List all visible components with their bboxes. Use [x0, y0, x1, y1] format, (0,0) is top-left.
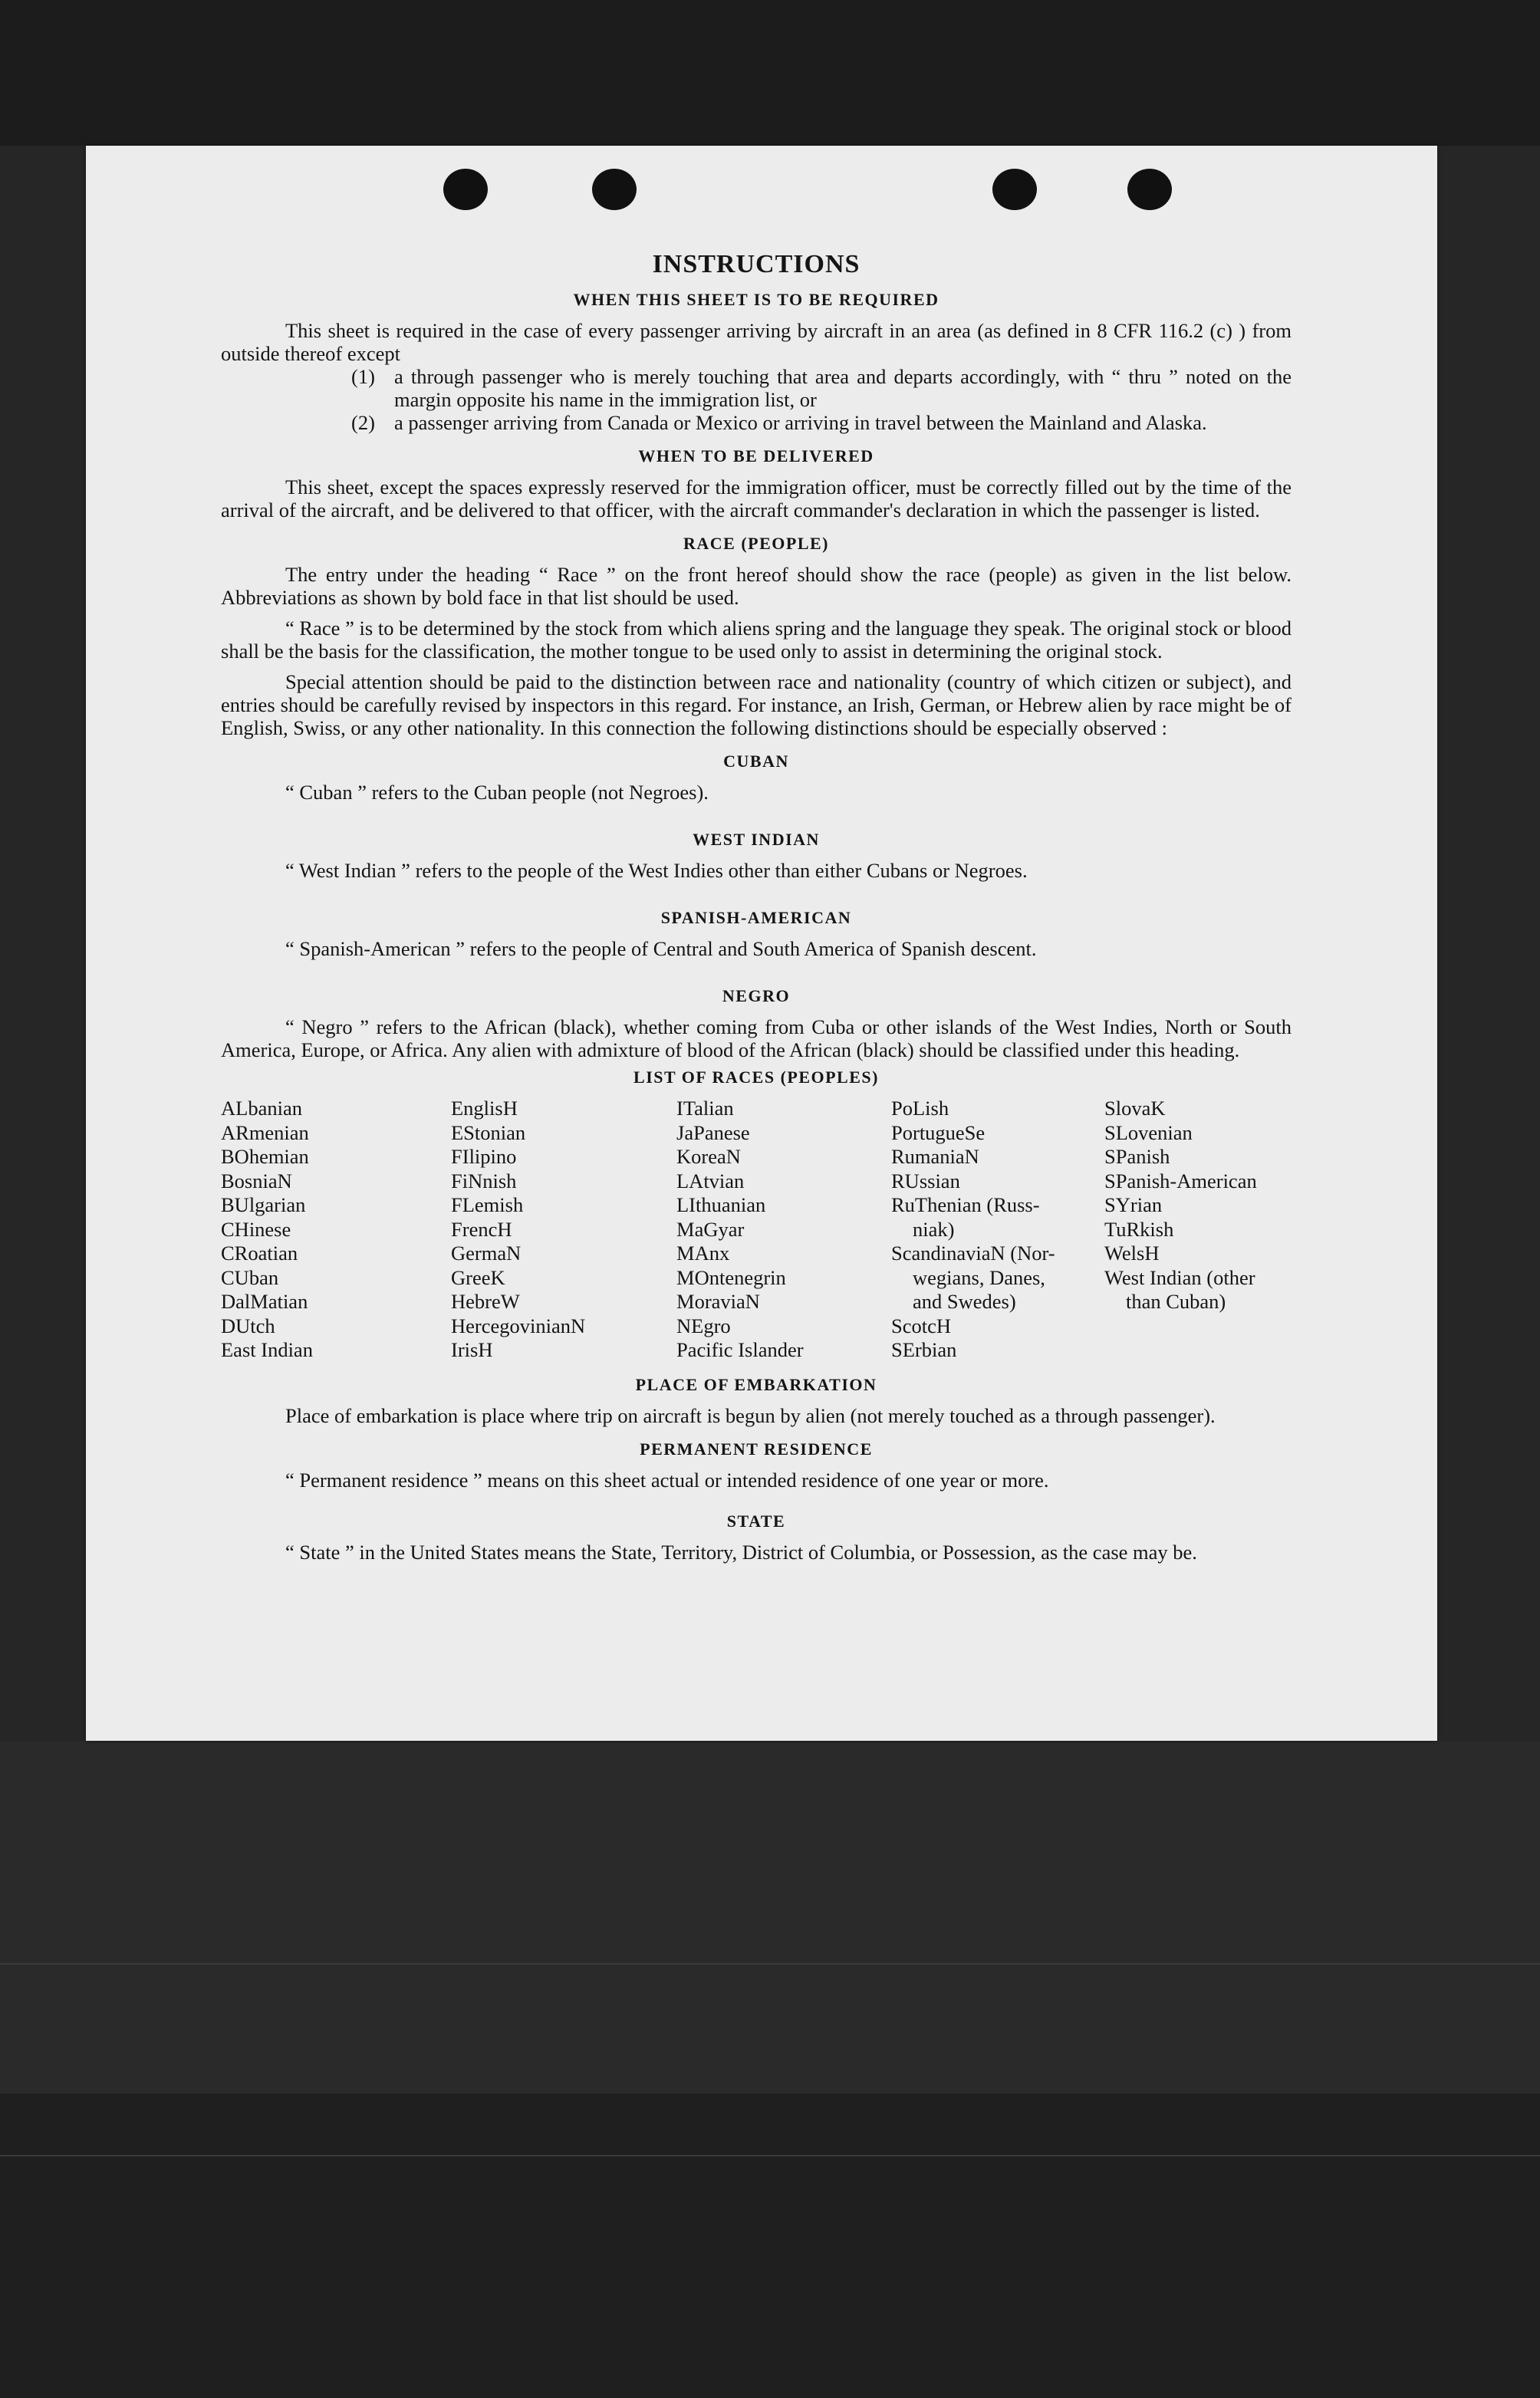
race-entry: HercegovinianN: [451, 1314, 586, 1337]
races-column: [451, 1097, 676, 1363]
exception-number: (1): [351, 365, 375, 388]
race-entry: DUtch: [221, 1314, 275, 1337]
race-entry: West Indian (other: [1104, 1265, 1255, 1289]
race-entry: RUssian: [891, 1169, 960, 1192]
exception-item: [351, 411, 1292, 434]
race-entry: FrencH: [451, 1217, 512, 1241]
race-entry: East Indian: [221, 1338, 313, 1361]
race-entry: LIthuanian: [676, 1193, 766, 1216]
race-entry-continuation: niak): [913, 1217, 955, 1241]
race-entry: RuThenian (Russ-: [891, 1193, 1040, 1216]
cuban-text: “ Cuban ” refers to the Cuban people (not Negroes).: [285, 781, 709, 804]
race-entry: FIlipino: [451, 1145, 517, 1168]
section-heading-cuban: CUBAN: [723, 752, 789, 771]
section-heading-residence: PERMANENT RESIDENCE: [640, 1439, 873, 1459]
page-title: INSTRUCTIONS: [652, 250, 860, 278]
race-entry: BosniaN: [221, 1169, 292, 1192]
race-entry: MoraviaN: [676, 1290, 760, 1313]
delivered-text: This sheet, except the spaces expressly reserved for the immigration officer, must be correctly filled out by the time of the arrival of the aircraft, and be delivered to that officer, with the aircraft commander's declaration in which the passenger is listed.: [221, 475, 1292, 521]
race-entry: TuRkish: [1104, 1217, 1174, 1241]
race-entry: HebreW: [451, 1290, 520, 1313]
race-entry: MaGyar: [676, 1217, 745, 1241]
race-entry: ALbanian: [221, 1097, 302, 1120]
race-entry: FiNnish: [451, 1169, 517, 1192]
race-entry: CUban: [221, 1265, 279, 1289]
section-heading-required: WHEN THIS SHEET IS TO BE REQUIRED: [573, 290, 939, 309]
race-entry: IrisH: [451, 1338, 493, 1361]
race-paragraph: The entry under the heading “ Race ” on the front hereof should show the race (people) as given in the list below. Abbreviations as shown by bold face in that list should be used.: [221, 563, 1292, 609]
section-heading-state: STATE: [726, 1511, 786, 1531]
punch-hole: [1127, 169, 1172, 210]
race-entry: ScandinaviaN (Nor-: [891, 1242, 1055, 1265]
scanner-background-bottom: [0, 2094, 1540, 2398]
punch-hole: [443, 169, 488, 210]
spanish-american-text: “ Spanish-American ” refers to the people of Central and South America of Spanish descent.: [285, 937, 1037, 960]
race-entry: SErbian: [891, 1338, 957, 1361]
negro-text: “ Negro ” refers to the African (black), whether coming from Cuba or other islands of the West Indies, North or South America, Europe, or Africa. Any alien with admixture of blood of the African (black) should be classified under this heading.: [221, 1015, 1292, 1061]
race-entry: BOhemian: [221, 1145, 309, 1168]
section-heading-negro: NEGRO: [722, 986, 791, 1005]
race-entry: BUlgarian: [221, 1193, 306, 1216]
scan-line: [0, 1963, 1540, 1965]
required-intro: This sheet is required in the case of every passenger arriving by aircraft in an area (as defined in 8 CFR 116.2 (c) ) from outside thereof except: [221, 319, 1292, 365]
races-list: [221, 1097, 1292, 1363]
race-entry: GermaN: [451, 1242, 522, 1265]
race-entry: FLemish: [451, 1193, 524, 1216]
race-entry: ITalian: [676, 1097, 734, 1120]
race-entry-continuation: than Cuban): [1126, 1290, 1226, 1313]
race-entry: DalMatian: [221, 1290, 308, 1313]
section-heading-races-list: LIST OF RACES (PEOPLES): [633, 1067, 879, 1087]
races-column: [676, 1097, 891, 1363]
race-entry: SPanish: [1104, 1145, 1170, 1168]
race-entry: SYrian: [1104, 1193, 1163, 1216]
exception-text: a through passenger who is merely touching that area and departs accordingly, with “ thru ” noted on the margin opposite his name in the immigration list, or: [394, 365, 1292, 411]
west-indian-text: “ West Indian ” refers to the people of the West Indies other than either Cubans or Negroes.: [285, 859, 1028, 882]
race-entry: GreeK: [451, 1265, 505, 1289]
exception-number: (2): [351, 411, 375, 434]
race-entry: NEgro: [676, 1314, 731, 1337]
section-heading-race: RACE (PEOPLE): [683, 534, 829, 553]
exception-text: a passenger arriving from Canada or Mexico or arriving in travel between the Mainland and Alaska.: [394, 411, 1207, 434]
race-entry: ScotcH: [891, 1314, 952, 1337]
race-entry: MAnx: [676, 1242, 730, 1265]
residence-text: “ Permanent residence ” means on this sheet actual or intended residence of one year or more.: [285, 1468, 1049, 1492]
punch-hole: [592, 169, 637, 210]
race-entry: SLovenian: [1104, 1120, 1193, 1144]
race-entry: PoLish: [891, 1097, 949, 1120]
race-entry-continuation: and Swedes): [913, 1290, 1016, 1313]
scan-line: [0, 2155, 1540, 2156]
race-entry: EnglisH: [451, 1097, 518, 1120]
race-entry: RumaniaN: [891, 1145, 979, 1168]
race-entry: ARmenian: [221, 1120, 309, 1144]
race-entry-continuation: wegians, Danes,: [913, 1265, 1045, 1289]
race-paragraph: Special attention should be paid to the distinction between race and nationality (country of which citizen or subject), and entries should be carefully revised by inspectors in this regard. For instance, an Irish, German, or Hebrew alien by race might be of English, Swiss, or any other nationality. In this connection the following distinctions should be especially observed :: [221, 670, 1292, 739]
race-entry: LAtvian: [676, 1169, 745, 1192]
document-page: [86, 146, 1437, 1741]
punch-hole: [992, 169, 1037, 210]
exception-item: [351, 365, 1292, 411]
race-entry: KoreaN: [676, 1145, 741, 1168]
section-heading-delivered: WHEN TO BE DELIVERED: [638, 446, 874, 465]
race-entry: SlovaK: [1104, 1097, 1166, 1120]
races-column: [891, 1097, 1104, 1363]
section-heading-west-indian: WEST INDIAN: [693, 830, 820, 849]
race-paragraph: “ Race ” is to be determined by the stock from which aliens spring and the language they speak. The original stock or blood shall be the basis for the classification, the mother tongue to be used only to assist in determining the original stock.: [221, 617, 1292, 663]
race-entry: CHinese: [221, 1217, 291, 1241]
embarkation-text: Place of embarkation is place where trip on aircraft is begun by alien (not merely touched as a through passenger).: [285, 1403, 1216, 1427]
race-entry: PortugueSe: [891, 1120, 986, 1144]
race-entry: JaPanese: [676, 1120, 750, 1144]
races-column: [1104, 1097, 1292, 1363]
race-entry: SPanish-American: [1104, 1169, 1257, 1192]
section-heading-spanish-american: SPANISH-AMERICAN: [660, 908, 852, 927]
race-entry: MOntenegrin: [676, 1265, 786, 1289]
instructions-content: [221, 250, 1292, 1564]
race-entry: Pacific Islander: [676, 1338, 804, 1361]
race-entry: WelsH: [1104, 1242, 1160, 1265]
scanner-background-middle: [0, 1741, 1540, 2094]
race-entry: CRoatian: [221, 1242, 298, 1265]
scanner-background-top: [0, 0, 1540, 146]
state-text: “ State ” in the United States means the State, Territory, District of Columbia, or Possession, as the case may be.: [285, 1540, 1197, 1564]
section-heading-embarkation: PLACE OF EMBARKATION: [635, 1374, 877, 1394]
race-entry: EStonian: [451, 1120, 526, 1144]
races-column: [221, 1097, 451, 1363]
